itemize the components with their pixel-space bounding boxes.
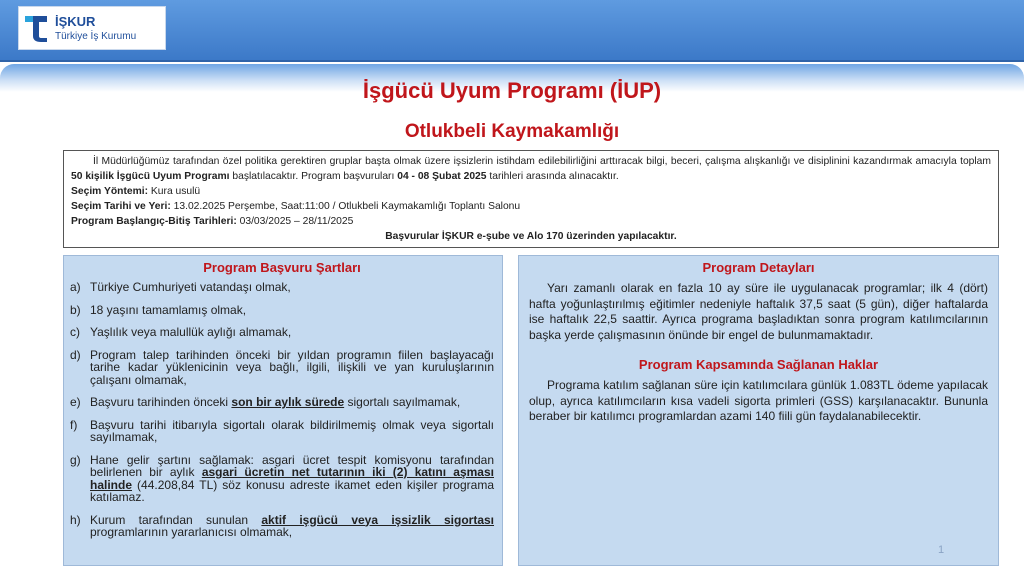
list-item [70,514,494,539]
list-item-text-end: programlarının yararlanıcısı olmamak, [90,525,293,539]
list-item-text: Başvuru tarihi itibarıyla sigortalı olarak bildirilmemiş olmak veya sigortalı sayılmamak, [90,417,494,444]
list-item [70,419,494,444]
rights-heading: Program Kapsamında Sağlanan Haklar [638,357,879,372]
list-item-text-end: (44.208,84 TL) söz konusu adreste ikamet eden kişiler programa katılamaz. [90,477,494,504]
list-marker: h) [70,512,81,527]
iskur-logo-icon [25,12,53,44]
selection-method-label: Seçim Yöntemi: [71,186,149,197]
list-item-text: Başvuru tarihinden önceki [90,395,232,409]
page-subtitle: Otlukbeli Kaymakamlığı [404,121,620,142]
application-channel: Başvurular İŞKUR e-şube ve Alo 170 üzerinden yapılacaktır. [385,231,677,242]
list-item [70,349,494,387]
list-item-text: Türkiye Cumhuriyeti vatandaşı olmak, [90,280,291,294]
list-item-emphasis: aktif işgücü veya işsizlik sigortası [261,512,495,527]
intro-paragraph [71,154,991,184]
list-marker: c) [70,325,80,339]
list-marker: a) [70,280,81,294]
list-item-text: 18 yaşını tamamlamış olmak, [90,302,247,317]
list-item-text-end: sigortalı sayılmamak, [344,395,461,409]
selection-method [71,184,991,199]
selection-date-label: Seçim Tarihi ve Yeri: [71,201,171,212]
intro-program-size: 50 kişilik İşgücü Uyum Programı [71,171,230,182]
rights-paragraph: Programa katılım sağlanan süre için katılımcılara günlük 1.083TL ödeme yapılacak olup, ayrıca katılımcıların kısa vadeli sigorta primleri (GSS) karşılanacaktır. Bununla beraber bir katılımcı programlardan azami 140 fiili gün faydalanabilecektir. [529,378,988,423]
list-marker: e) [70,395,81,409]
selection-date [71,199,991,214]
list-item-text: Hane gelir şartını sağlamak: asgari ücret tespit komisyonu tarafından belirlenen bir aylık [90,452,494,479]
list-marker: b) [70,302,81,317]
intro-application-dates: 04 - 08 Şubat 2025 [397,171,487,182]
selection-method-value: Kura usulü [148,186,201,197]
details-heading: Program Detayları [702,260,815,275]
logo-title: İŞKUR [55,14,96,29]
list-item [70,326,494,339]
list-item-text: Kurum tarafından sunulan [90,512,262,527]
requirements-heading: Program Başvuru Şartları [203,260,361,275]
list-item-emphasis: son bir aylık sürede [231,395,345,409]
list-item [70,304,494,317]
list-item [70,454,494,504]
program-dates-value: 03/03/2025 – 28/11/2025 [236,216,354,227]
logo-subtitle: Türkiye İş Kurumu [55,31,137,42]
page-number: 1 [938,544,945,556]
program-dates [71,214,991,229]
requirements-list [70,281,494,539]
page-title: İşgücü Uyum Programı (İUP) [362,78,662,103]
list-item-text: Program talep tarihinden önceki bir yıldan programın fiilen başlayacağı tarihe kadar yüklenicinin veya bağlı, ilgili, ilişkili ve yan kuruluşlarının çalışanı olmamak, [90,347,494,387]
list-item-text: Yaşlılık veya malullük aylığı almamak, [90,325,292,339]
intro-text-2: başlatılacaktır. Program başvuruları [229,171,398,182]
selection-date-value: 13.02.2025 Perşembe, Saat:11:00 / Otlukbeli Kaymakamlığı Toplantı Salonu [170,201,521,212]
requirements-panel [63,255,503,566]
iskur-logo [18,6,166,50]
intro-box [63,150,999,248]
details-panel [518,255,999,566]
details-paragraph: Yarı zamanlı olarak en fazla 10 ay süre ile uygulanacak programlar; ilk 4 (dört) hafta yoğunlaştırılmış eğitimler nedeniyle haftalık 37,5 saat (5 gün), diğer haftalarda ise haftalık 22,5 saattir. Ayrıca programa başladıktan sonra program katılımcılarının başka yerde çalışmasının önünde bir engel de bulunmamaktadır. [529,281,988,342]
list-item [70,281,494,294]
intro-text: İl Müdürlüğümüz tarafından özel politika gerektiren gruplar başta olmak üzere işsizlerin istihdam edilebilirliğini arttıracak bilgi, beceri, çalışma alışkanlığı ve disiplinini kazandırmak amacıyla toplam [93,156,991,167]
program-dates-label: Program Başlangıç-Bitiş Tarihleri: [71,216,237,227]
list-marker: f) [70,417,78,432]
list-item-emphasis: asgari ücretin net tutarının iki (2) katını aşması halinde [90,465,494,492]
list-marker: d) [70,347,81,362]
intro-text-3: tarihleri arasında alınacaktır. [486,171,619,182]
list-item [70,396,494,409]
list-marker: g) [70,452,81,467]
